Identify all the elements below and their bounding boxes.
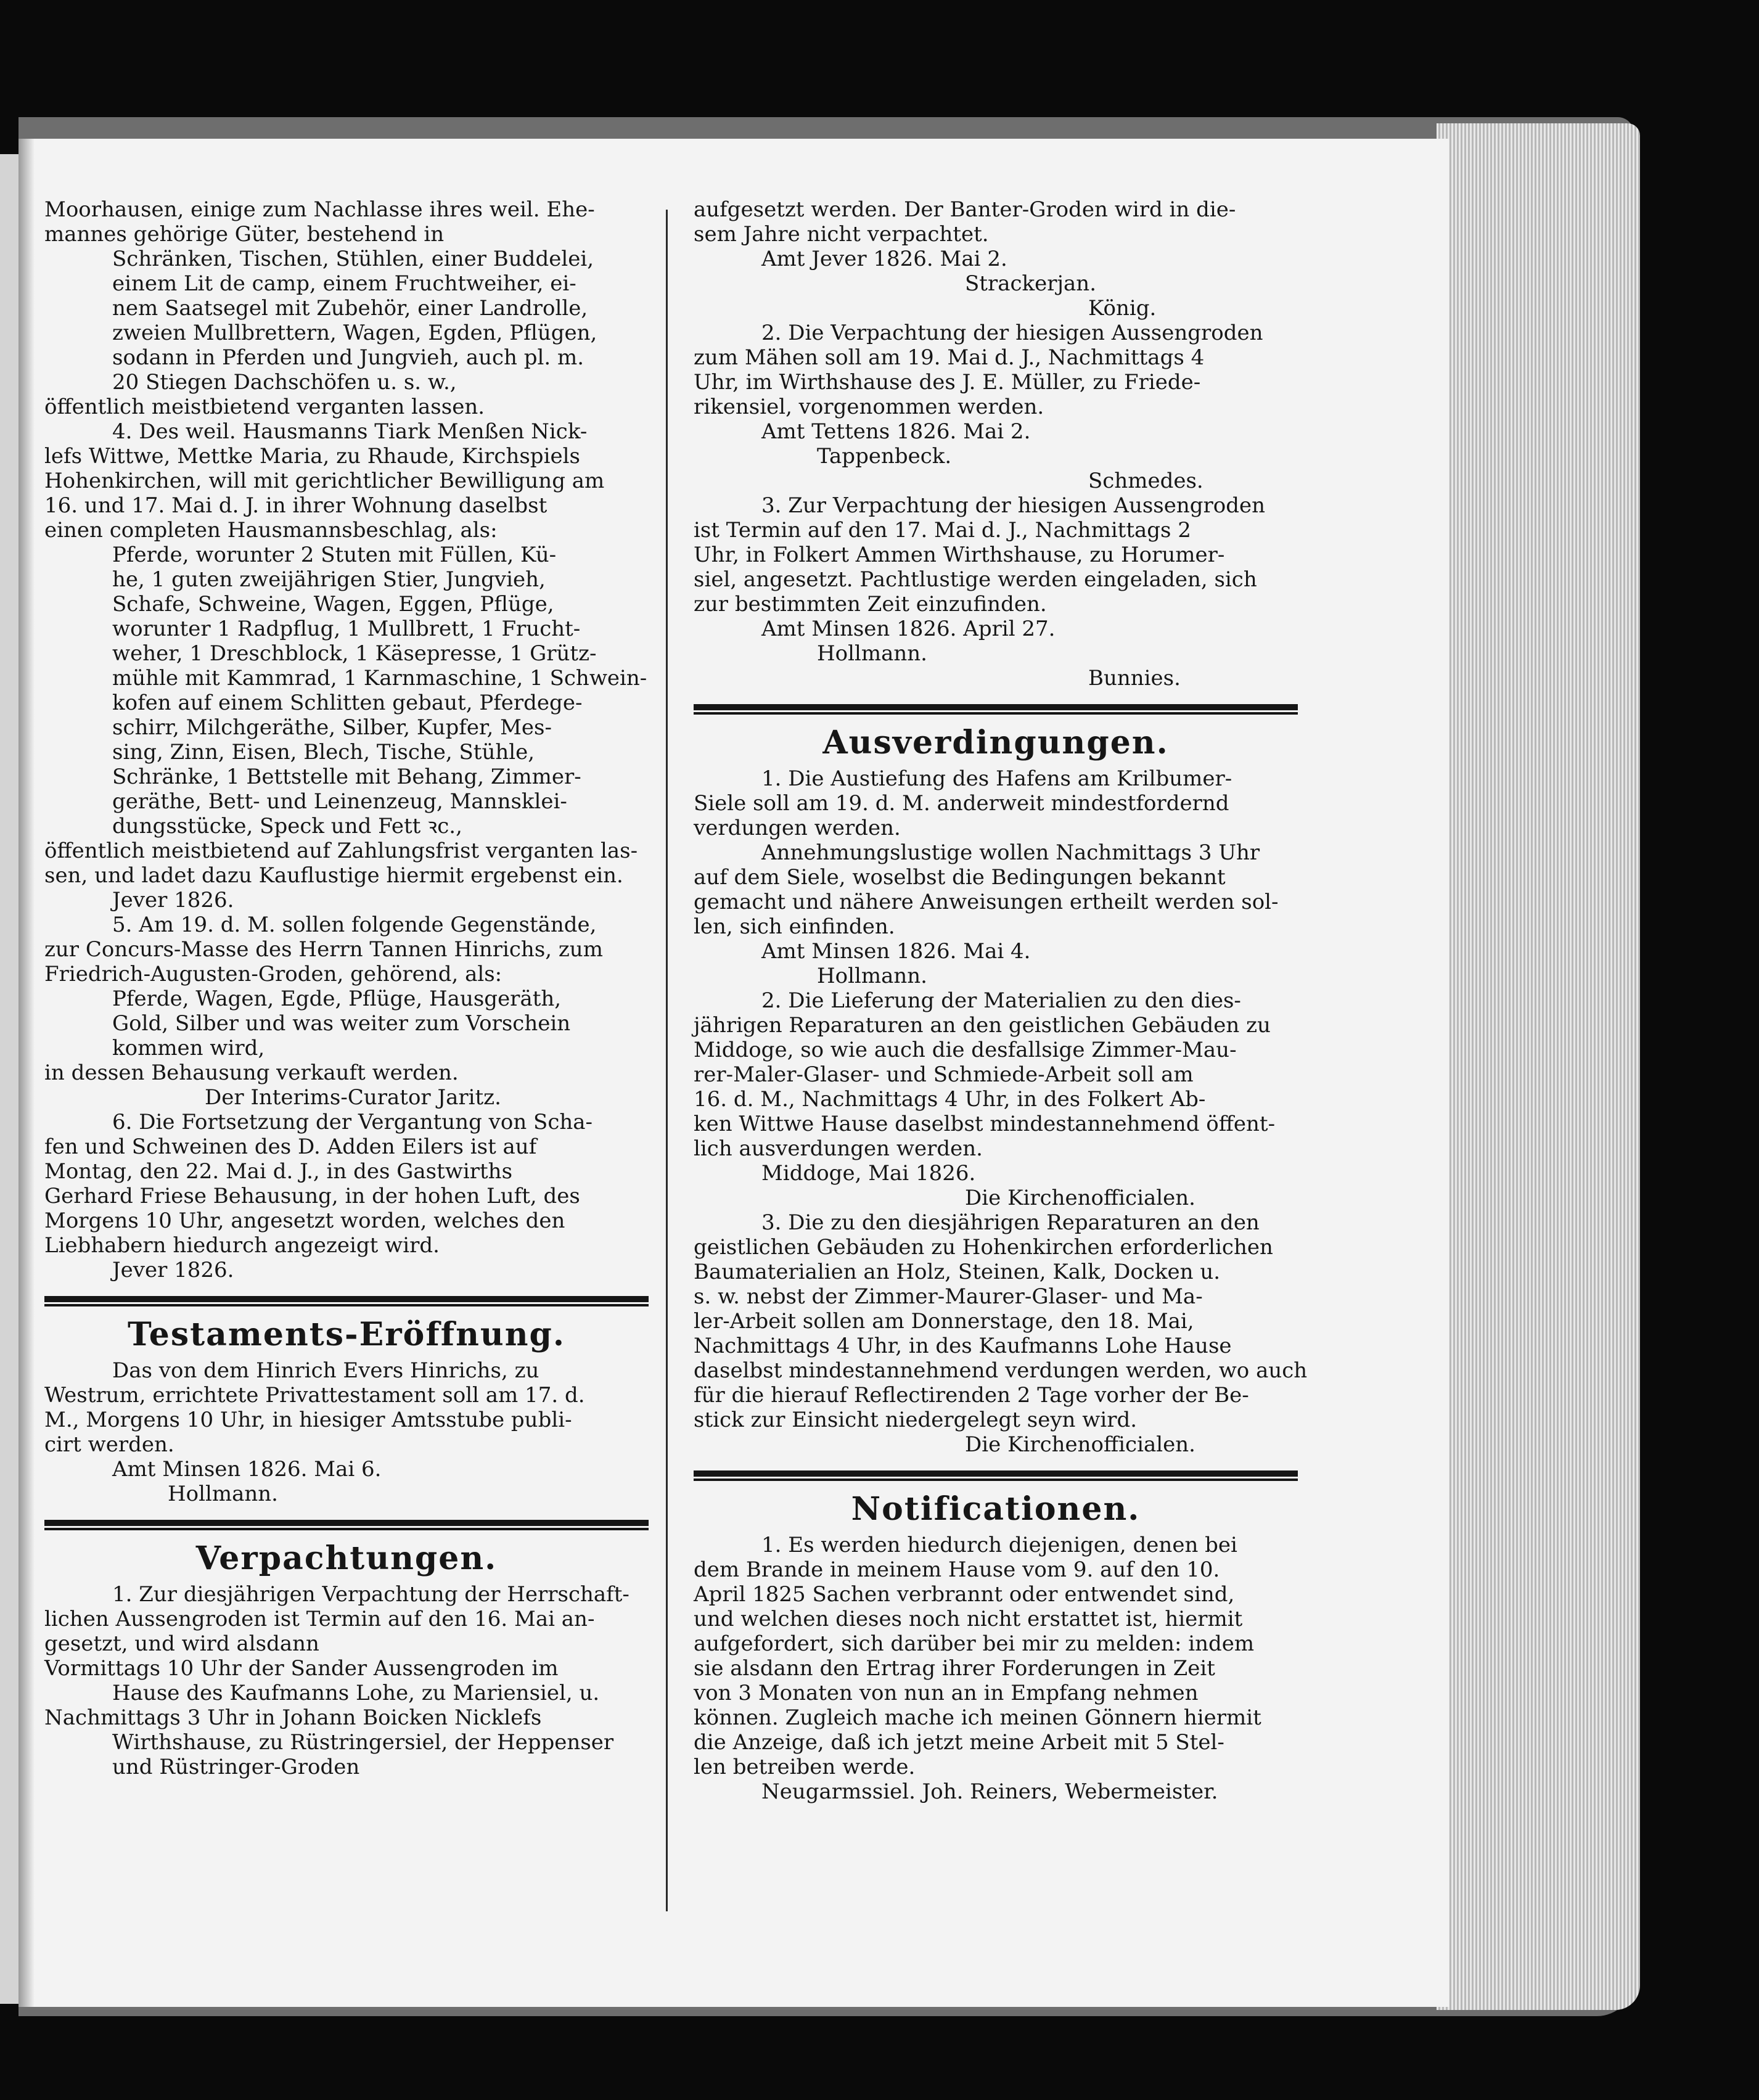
text-line: verdungen werden. [694, 816, 901, 840]
text-line: len, sich einfinden. [694, 914, 895, 939]
section-heading-ausverdingungen: Ausverdingungen. [822, 724, 1169, 761]
text-line: Gold, Silber und was weiter zum Vorschein [112, 1011, 571, 1036]
text-line: Hause des Kaufmanns Lohe, zu Mariensiel, u. [112, 1681, 600, 1705]
left-block-verpachtungen [44, 1582, 649, 1779]
text-line: 1. Die Austiefung des Hafens am Krilbumer- [761, 766, 1232, 791]
signature-line: Die Kirchenofficialen. [965, 1186, 1195, 1210]
text-line: einen completen Hausmannsbeschlag, als: [44, 518, 498, 543]
text-line: auf dem Siele, woselbst die Bedingungen bekannt [694, 865, 1226, 890]
text-line: Nachmittags 4 Uhr, in des Kaufmanns Lohe Hause [694, 1334, 1232, 1358]
text-line: Nachmittags 3 Uhr in Johann Boicken Nicklefs [44, 1705, 542, 1730]
text-line: cirt werden. [44, 1432, 174, 1457]
text-line: Siele soll am 19. d. M. anderweit mindestfordernd [694, 791, 1229, 816]
text-line: 3. Zur Verpachtung der hiesigen Aussengroden [761, 493, 1266, 518]
section-heading-notificationen: Notificationen. [851, 1490, 1141, 1528]
right-block-verpachtungen [694, 197, 1298, 691]
text-line: 1. Zur diesjährigen Verpachtung der Herrschaft- [112, 1582, 629, 1607]
text-line: in dessen Behausung verkauft werden. [44, 1060, 459, 1085]
text-line: 2. Die Lieferung der Materialien zu den dies- [761, 988, 1241, 1013]
text-line: 4. Des weil. Hausmanns Tiark Menßen Nick- [112, 419, 588, 444]
text-line: 2. Die Verpachtung der hiesigen Aussengroden [761, 321, 1263, 345]
section-rule [44, 1520, 649, 1528]
text-line: Wirthshause, zu Rüstringersiel, der Heppenser [112, 1730, 614, 1755]
right-column [694, 197, 1308, 1804]
text-line: weher, 1 Dreschblock, 1 Käsepresse, 1 Grütz- [112, 641, 597, 666]
text-line: einem Lit de camp, einem Fruchtweiher, ei- [112, 271, 576, 296]
text-line: zweien Mullbrettern, Wagen, Egden, Pflügen, [112, 321, 597, 345]
text-line: rer-Maler-Glaser- und Schmiede-Arbeit soll am [694, 1062, 1194, 1087]
text-line: zur Concurs-Masse des Herrn Tannen Hinrichs, zum [44, 937, 603, 962]
text-line: Amt Minsen 1826. Mai 4. [761, 939, 1031, 964]
text-line: aufgefordert, sich darüber bei mir zu melden: indem [694, 1631, 1255, 1656]
text-line: Schränke, 1 Bettstelle mit Behang, Zimmer- [112, 765, 581, 789]
text-line: die Anzeige, daß ich jetzt meine Arbeit mit 5 Stel- [694, 1730, 1224, 1755]
text-line: s. w. nebst der Zimmer-Maurer-Glaser- und Ma- [694, 1284, 1203, 1309]
text-line: Annehmungslustige wollen Nachmittags 3 Uhr [761, 840, 1260, 865]
text-line: Amt Minsen 1826. April 27. [761, 617, 1056, 641]
text-line: Middoge, so wie auch die desfallsige Zimmer-Mau- [694, 1038, 1237, 1062]
text-line: sing, Zinn, Eisen, Blech, Tische, Stühle, [112, 740, 535, 765]
right-block-notificationen [694, 1533, 1298, 1804]
signature-line: Schmedes. [1088, 469, 1203, 493]
text-line: kofen auf einem Schlitten gebaut, Pferdege- [112, 691, 583, 715]
text-line: sie alsdann den Ertrag ihrer Forderungen in Zeit [694, 1656, 1215, 1681]
left-block-testament [44, 1358, 649, 1506]
section-rule [694, 1470, 1298, 1479]
text-line: mühle mit Kammrad, 1 Karnmaschine, 1 Schwein- [112, 666, 647, 691]
text-line: zum Mähen soll am 19. Mai d. J., Nachmittags 4 [694, 345, 1205, 370]
text-line: geräthe, Bett- und Leinenzeug, Mannsklei- [112, 789, 567, 814]
text-line: Uhr, im Wirthshause des J. E. Müller, zu Friede- [694, 370, 1201, 395]
text-line: daselbst mindestannehmend verdungen werden, wo auch [694, 1358, 1308, 1383]
text-line: Amt Minsen 1826. Mai 6. [112, 1457, 382, 1482]
signature-line: Hollmann. [817, 641, 927, 666]
gutter-shadow [18, 139, 35, 2007]
text-line: 20 Stiegen Dachschöfen u. s. w., [112, 370, 457, 395]
text-line: Pferde, Wagen, Egde, Pflüge, Hausgeräth, [112, 986, 562, 1011]
text-line: he, 1 guten zweijährigen Stier, Jungvieh, [112, 567, 546, 592]
text-line: Baumaterialien an Holz, Steinen, Kalk, Docken u. [694, 1260, 1221, 1284]
signature-line: Neugarmssiel. Joh. Reiners, Webermeister. [761, 1779, 1218, 1804]
text-line: dungsstücke, Speck und Fett ꝛc., [112, 814, 462, 839]
text-line: Amt Tettens 1826. Mai 2. [761, 419, 1031, 444]
text-line: Schafe, Schweine, Wagen, Eggen, Pflüge, [112, 592, 554, 617]
text-line: gemacht und nähere Anweisungen ertheilt werden sol- [694, 890, 1279, 914]
section-heading-testament: Testaments-Eröffnung. [128, 1316, 565, 1353]
text-line: len betreiben werde. [694, 1755, 916, 1779]
text-line: schirr, Milchgeräthe, Silber, Kupfer, Mes- [112, 715, 552, 740]
text-line: Hohenkirchen, will mit gerichtlicher Bewilligung am [44, 469, 605, 493]
text-line: lich ausverdungen werden. [694, 1136, 983, 1161]
previous-page-edge [0, 154, 18, 2004]
signature-line: Tappenbeck. [817, 444, 952, 469]
text-line: Gerhard Friese Behausung, in der hohen Luft, des [44, 1184, 580, 1208]
text-line: und welchen dieses noch nicht erstattet ist, hiermit [694, 1607, 1243, 1631]
left-column [44, 197, 649, 1779]
text-line: 16. und 17. Mai d. J. in ihrer Wohnung daselbst [44, 493, 547, 518]
text-line: Morgens 10 Uhr, angesetzt worden, welches den [44, 1208, 565, 1233]
text-line: 6. Die Fortsetzung der Vergantung von Scha- [112, 1110, 593, 1134]
text-line: von 3 Monaten von nun an in Empfang nehmen [694, 1681, 1199, 1705]
text-line: worunter 1 Radpflug, 1 Mullbrett, 1 Frucht- [112, 617, 581, 641]
text-line: rikensiel, vorgenommen werden. [694, 395, 1044, 419]
signature-line: König. [1088, 296, 1157, 321]
text-line: lefs Wittwe, Mettke Maria, zu Rhaude, Kirchspiels [44, 444, 580, 469]
text-line: Jever 1826. [112, 1258, 234, 1282]
text-line: aufgesetzt werden. Der Banter-Groden wird in die- [694, 197, 1236, 222]
text-line: Moorhausen, einige zum Nachlasse ihres weil. Ehe- [44, 197, 595, 222]
text-line: sem Jahre nicht verpachtet. [694, 222, 989, 247]
text-line: mannes gehörige Güter, bestehend in [44, 222, 445, 247]
section-heading-verpachtungen: Verpachtungen. [195, 1540, 498, 1577]
text-line: Montag, den 22. Mai d. J., in des Gastwirths [44, 1159, 513, 1184]
left-block-auctions [44, 197, 649, 1282]
text-line: jährigen Reparaturen an den geistlichen Gebäuden zu [694, 1013, 1271, 1038]
column-divider [666, 210, 668, 1911]
text-line: öffentlich meistbietend verganten lassen. [44, 395, 485, 419]
text-line: für die hierauf Reflectirenden 2 Tage vorher der Be- [694, 1383, 1249, 1408]
signature-line: Strackerjan. [965, 271, 1097, 296]
text-line: sen, und ladet dazu Kauflustige hiermit ergebenst ein. [44, 863, 623, 888]
text-line: M., Morgens 10 Uhr, in hiesiger Amtsstube publi- [44, 1408, 572, 1432]
text-line: fen und Schweinen des D. Adden Eilers ist auf [44, 1134, 537, 1159]
text-line: zur bestimmten Zeit einzufinden. [694, 592, 1047, 617]
text-line: Friedrich-Augusten-Groden, gehörend, als: [44, 962, 502, 986]
text-line: stick zur Einsicht niedergelegt seyn wird. [694, 1408, 1138, 1432]
text-line: siel, angesetzt. Pachtlustige werden eingeladen, sich [694, 567, 1257, 592]
text-line: kommen wird, [112, 1036, 265, 1060]
signature-line: Der Interims-Curator Jaritz. [205, 1085, 501, 1110]
signature-line: Hollmann. [168, 1482, 278, 1506]
text-line: Uhr, in Folkert Ammen Wirthshause, zu Horumer- [694, 543, 1225, 567]
text-line: und Rüstringer-Groden [112, 1755, 360, 1779]
signature-line: Hollmann. [817, 964, 927, 988]
text-line: Vormittags 10 Uhr der Sander Aussengroden im [44, 1656, 559, 1681]
text-line: ken Wittwe Hause daselbst mindestannehmend öffent- [694, 1112, 1276, 1136]
text-line: Pferde, worunter 2 Stuten mit Füllen, Kü- [112, 543, 557, 567]
text-line: 1. Es werden hiedurch diejenigen, denen bei [761, 1533, 1237, 1557]
text-line: Das von dem Hinrich Evers Hinrichs, zu [112, 1358, 539, 1383]
newspaper-page [18, 139, 1449, 2007]
text-line: Liebhabern hiedurch angezeigt wird. [44, 1233, 440, 1258]
text-line: sodann in Pferden und Jungvieh, auch pl. m. [112, 345, 584, 370]
signature-line: Bunnies. [1088, 666, 1181, 691]
section-rule [694, 704, 1298, 712]
text-line: lichen Aussengroden ist Termin auf den 16. Mai an- [44, 1607, 595, 1631]
signature-line: Die Kirchenofficialen. [965, 1432, 1195, 1457]
text-line: Westrum, errichtete Privattestament soll am 17. d. [44, 1383, 585, 1408]
text-line: ler-Arbeit sollen am Donnerstage, den 18. Mai, [694, 1309, 1194, 1334]
text-line: gesetzt, und wird alsdann [44, 1631, 319, 1656]
text-line: geistlichen Gebäuden zu Hohenkirchen erforderlichen [694, 1235, 1273, 1260]
text-line: ist Termin auf den 17. Mai d. J., Nachmittags 2 [694, 518, 1191, 543]
text-line: dem Brande in meinem Hause vom 9. auf den 10. [694, 1557, 1220, 1582]
text-line: Jever 1826. [112, 888, 234, 913]
right-block-ausverdingungen [694, 766, 1308, 1457]
text-line: Schränken, Tischen, Stühlen, einer Buddelei, [112, 247, 594, 271]
text-line: nem Saatsegel mit Zubehör, einer Landrolle, [112, 296, 588, 321]
text-line: Amt Jever 1826. Mai 2. [761, 247, 1007, 271]
text-line: öffentlich meistbietend auf Zahlungsfrist verganten las- [44, 839, 638, 863]
text-line: 3. Die zu den diesjährigen Reparaturen an den [761, 1210, 1260, 1235]
text-line: April 1825 Sachen verbrannt oder entwendet sind, [694, 1582, 1235, 1607]
text-line: können. Zugleich mache ich meinen Gönnern hiermit [694, 1705, 1261, 1730]
text-line: 5. Am 19. d. M. sollen folgende Gegenstände, [112, 913, 597, 937]
page-edges [1437, 123, 1640, 2010]
text-line: 16. d. M., Nachmittags 4 Uhr, in des Folkert Ab- [694, 1087, 1206, 1112]
text-line: Middoge, Mai 1826. [761, 1161, 976, 1186]
section-rule [44, 1296, 649, 1304]
